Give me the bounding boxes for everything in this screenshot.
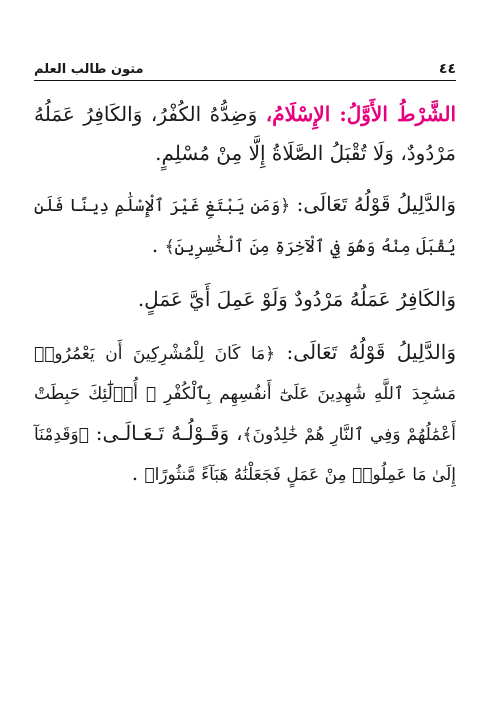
evidence-connector: ، وَقَـوْلُـهُ تَـعَـالَـى: — [88, 420, 243, 445]
quran-verse-second: ﴿وَقَدِمْنَآ إِلَىٰ مَا عَمِلُوا۟ مِنْ عَمَلٍ فَجَعَلْنَٰهُ هَبَآءً مَّنثُورًا﴾ — [34, 424, 456, 485]
paragraph-evidence-two — [34, 333, 456, 495]
book-title: متون طالب العلم — [34, 62, 144, 77]
paragraph-text: وَالكَافِرُ عَمَلُهُ مَرْدُودٌ وَلَوْ عَمِلَ أَيَّ عَمَلٍ. — [137, 287, 456, 311]
paragraph-end-mark: . — [131, 461, 145, 485]
paragraph-disbeliever-deeds — [34, 280, 456, 319]
paragraph-end-mark: . — [151, 232, 165, 257]
paragraph-condition-one — [34, 95, 456, 172]
evidence-intro: وَالدَّلِيلُ قَوْلُهُ تَعَالَى: — [290, 192, 456, 216]
evidence-intro: وَالدَّلِيلُ قَوْلُهُ تَعَالَى: — [275, 339, 456, 364]
condition-heading: الشَّرْطُ الأَوَّلُ: الإِسْلَامُ، — [265, 102, 457, 126]
paragraph-text: وَضِدُّهُ الكُفْرُ، وَالكَافِرُ عَمَلُهُ مَرْدُودٌ، وَلَا تُقْبَلُ الصَّلَاةُ إِلَّا مِنْ مُسْلِمٍ. — [34, 102, 456, 165]
quran-verse: ﴿مَا كَانَ لِلْمُشْرِكِينَ أَن يَعْمُرُوا۟ مَسَٰجِدَ ٱللَّهِ شَٰهِدِينَ عَلَىٰٓ أَنفُسِهِم بِٱلْكُفْرِ ۚ أُو۟لَٰٓئِكَ حَبِطَتْ أَعْمَٰلُهُمْ وَفِي ٱلنَّارِ هُمْ خَٰلِدُونَ﴾ — [34, 343, 456, 445]
paragraph-evidence-one — [34, 185, 456, 266]
running-header — [34, 56, 456, 81]
page-number: ٤٤ — [438, 61, 456, 77]
quran-verse: ﴿وَمَن يَبْتَغِ غَيْرَ ٱلْإِسْلَٰمِ دِينًا فَلَن يُقْبَلَ مِنْهُ وَهُوَ فِي ٱلْآخِرَةِ مِنَ ٱلْخَٰسِرِينَ﴾ — [34, 196, 456, 257]
body-text — [34, 95, 456, 509]
